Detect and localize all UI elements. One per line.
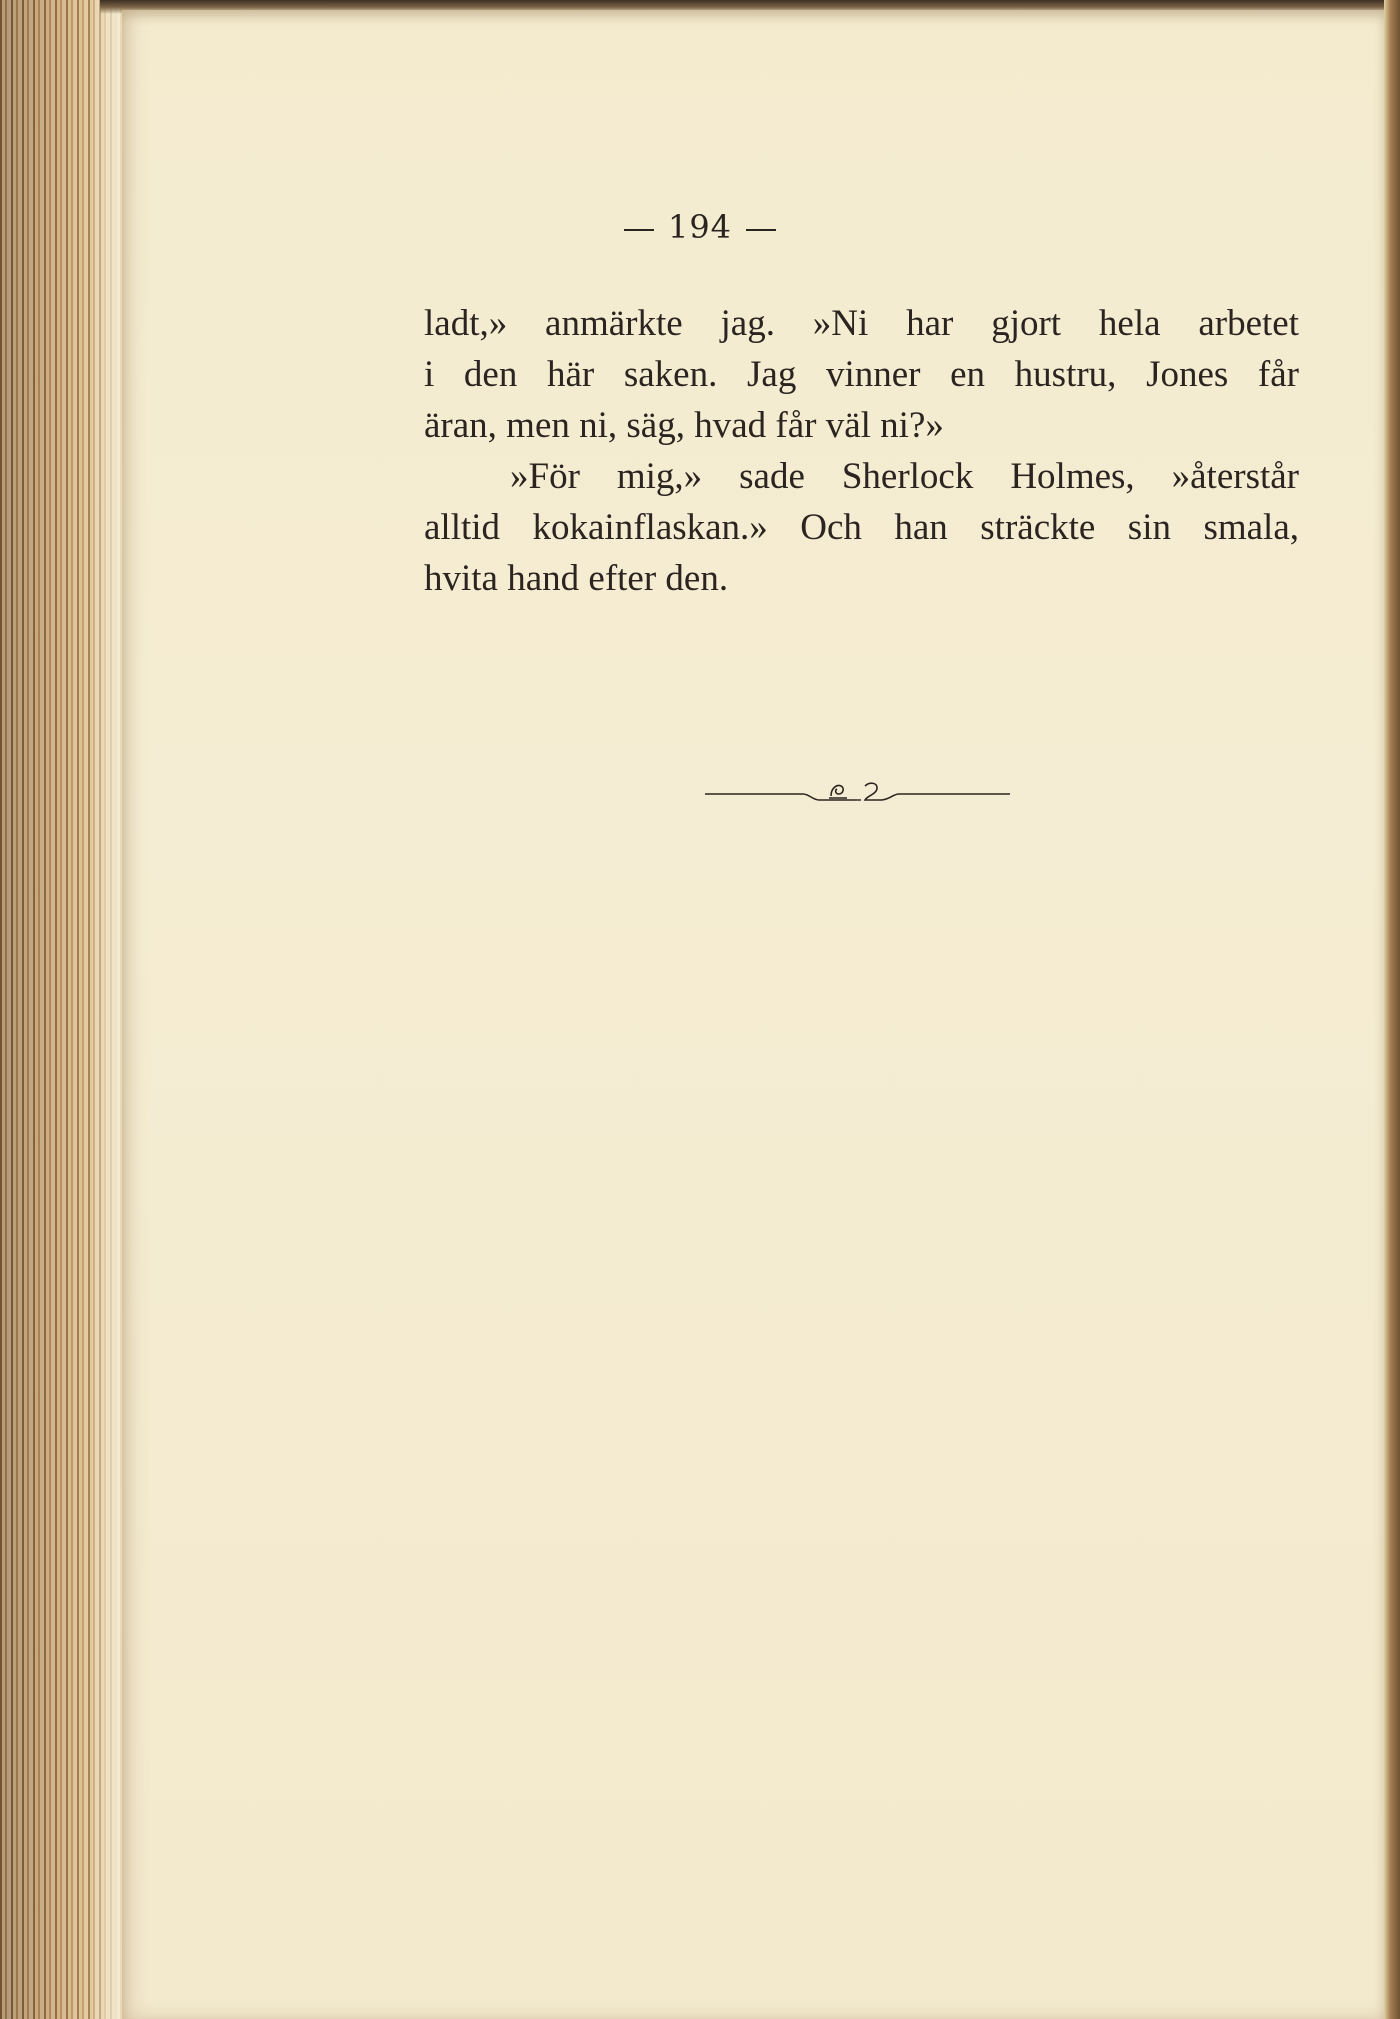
page-edges [0, 0, 120, 2019]
body-text [424, 298, 1299, 604]
text-line: i den här saken. Jag vinner en hustru, Jones får [424, 354, 1299, 395]
text-line: alltid kokainflaskan.» Och han sträckte sin smala, [424, 507, 1299, 548]
page-number-header [0, 208, 1400, 246]
page-number: 194 [667, 208, 733, 246]
text-line: »För mig,» sade Sherlock Holmes, »återstår [510, 456, 1299, 497]
text-line: hvita hand efter den. [424, 558, 729, 599]
text-line: ladt,» anmärkte jag. »Ni har gjort hela arbetet [424, 303, 1299, 344]
right-edge [1384, 0, 1400, 2019]
chapter-end-flourish-icon [705, 770, 1010, 810]
dash-right [746, 229, 776, 231]
dash-left [624, 229, 654, 231]
text-line: äran, men ni, säg, hvad får väl ni?» [424, 405, 944, 446]
